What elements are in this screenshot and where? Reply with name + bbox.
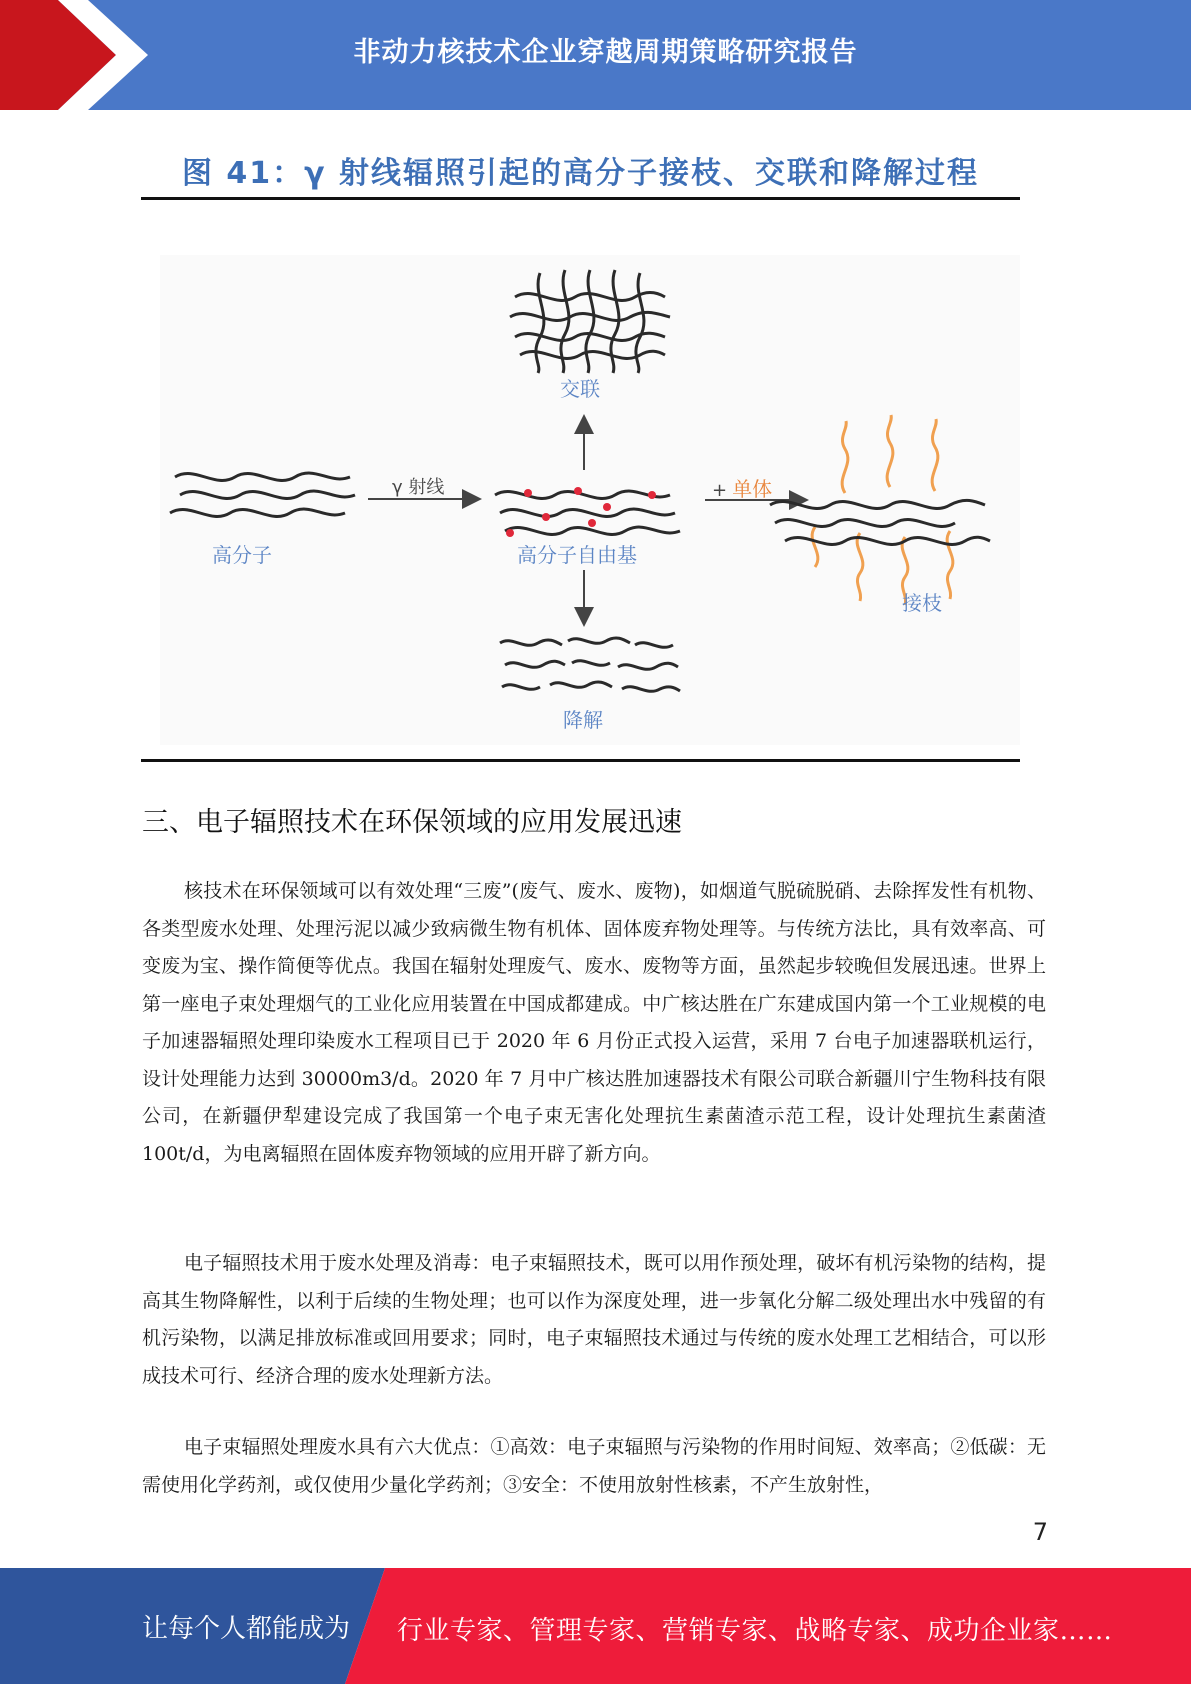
figure-diagram [160,255,1020,745]
footer-banner [0,1568,1191,1684]
body-paragraph: 电子束辐照处理废水具有六大优点：①高效：电子束辐照与污染物的作用时间短、效率高；②低碳：无需使用化学药剂，或仅使用少量化学药剂；③安全：不使用放射性核素，不产生放射性， [142,1436,1046,1496]
label-monomer: 单体 [732,477,773,501]
label-graft: 接枝 [902,591,942,615]
report-title: 非动力核技术企业穿越周期策略研究报告 [353,37,858,68]
page-number: 7 [1032,1518,1048,1546]
label-monomer-prefix: + [712,480,728,501]
label-polymer: 高分子 [212,543,272,567]
label-crosslink: 交联 [560,377,600,401]
figure-bottom-rule [141,759,1020,762]
label-monomer-group [712,473,772,502]
label-degrade: 降解 [563,708,603,732]
diagram-graphic [160,255,1020,745]
label-gamma-ray: γ 射线 [392,477,445,498]
header-banner [0,0,1191,110]
body-paragraph: 核技术在环保领域可以有效处理“三废”(废气、废水、废物)，如烟道气脱硫脱硝、去除挥发性有机物、各类型废水处理、处理污泥以减少致病微生物有机体、固体废弃物处理等。与传统方法比，具有效率高、可变废为宝、操作简便等优点。我国在辐射处理废气、废水、废物等方面，虽然起步较晚但发展迅速。世界上第一座电子束处理烟气的工业化应用装置在中国成都建成。中广核达胜在广东建成国内第一个工业规模的电子加速器辐照处理印染废水工程项目已于 2020 年 6 月份正式投入运营，采用 7 台电子加速器联机运行，设计处理能力达到 30000m3/d。2020 年 7 月中广核达胜加速器技术有限公司联合新疆川宁生物科技有限公司，在新疆伊犁建设完成了我国第一个电子束无害化处理抗生素菌渣示范工程，设计处理抗生素菌渣 100t/d，为电离辐照在固体废弃物领域的应用开辟了新方向。 [142,880,1046,1165]
label-radical: 高分子自由基 [517,543,637,567]
figure-caption: 图 41：γ 射线辐照引起的高分子接枝、交联和降解过程 [181,156,980,191]
figure-top-rule [141,197,1020,200]
section-heading: 三、电子辐照技术在环保领域的应用发展迅速 [142,807,682,838]
body-paragraph: 电子辐照技术用于废水处理及消毒：电子束辐照技术，既可以用作预处理，破坏有机污染物的结构，提高其生物降解性，以利于后续的生物处理；也可以作为深度处理，进一步氧化分解二级处理出水中残留的有机污染物，以满足排放标准或回用要求；同时，电子束辐照技术通过与传统的废水处理工艺相结合，可以形成技术可行、经济合理的废水处理新方法。 [142,1252,1046,1387]
footer-slogan-left: 让每个人都能成为 [142,1614,351,1644]
footer-slogan-right: 行业专家、管理专家、营销专家、战略专家、成功企业家…… [397,1616,1113,1646]
